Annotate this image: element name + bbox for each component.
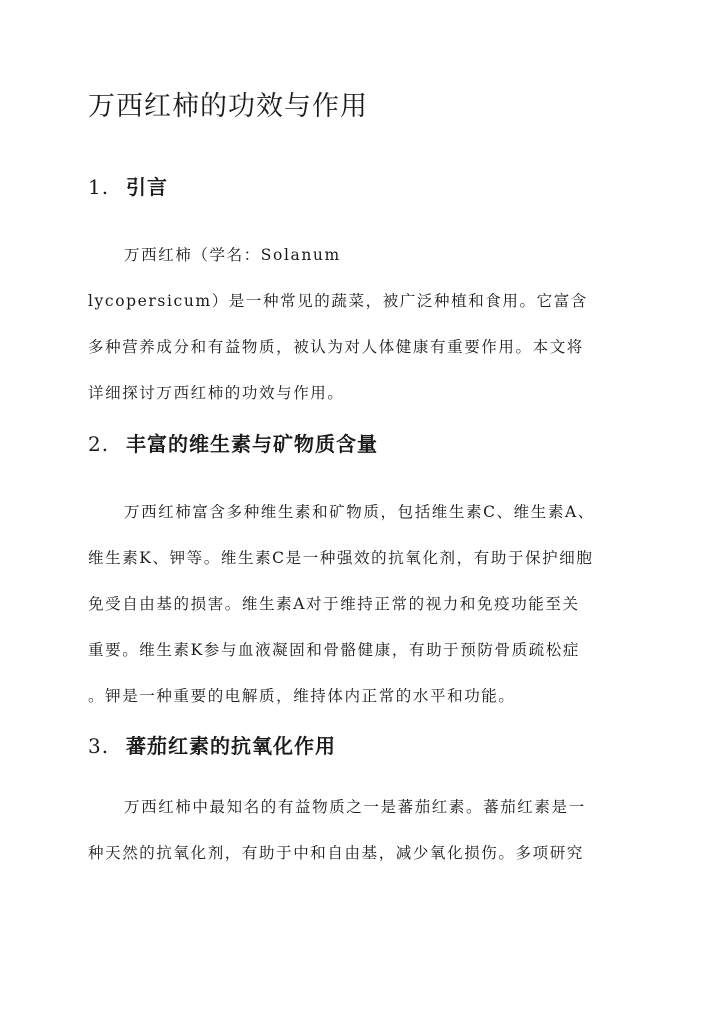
document-title: 万西红柿的功效与作用 [88,91,368,122]
section-heading-lycopene [88,731,336,761]
paragraph-line: 万西红柿中最知名的有益物质之一是蕃茄红素。蕃茄红素是一 [124,798,586,816]
section-heading-vitamins-minerals [88,429,378,459]
paragraph-line: 详细探讨万西红柿的功效与作用。 [88,384,345,402]
paragraph-line: 。钾是一种重要的电解质，维持体内正常的水平和功能。 [88,687,516,705]
paragraph-vitamins-minerals [88,489,636,719]
section-title: 蕃茄红素的抗氧化作用 [126,734,336,758]
paragraph-line: 重要。维生素K参与血液凝固和骨骼健康，有助于预防骨质疏松症 [88,641,580,659]
paragraph-line: 万西红柿（学名：Solanum [124,246,341,264]
section-number: 3. [88,734,110,758]
paragraph-line: 万西红柿富含多种维生素和矿物质，包括维生素C、维生素A、 [124,503,595,521]
paragraph-line: 免受自由基的损害。维生素A对于维持正常的视力和免疫功能至关 [88,595,580,613]
section-title: 引言 [126,175,168,199]
section-heading-introduction [88,172,168,202]
section-number: 1. [88,175,110,199]
section-title: 丰富的维生素与矿物质含量 [126,432,378,456]
paragraph-lycopene [88,784,636,876]
paragraph-line: 种天然的抗氧化剂，有助于中和自由基，减少氧化损伤。多项研究 [88,844,584,862]
section-number: 2. [88,432,110,456]
paragraph-line: 维生素K、钾等。维生素C是一种强效的抗氧化剂，有助于保护细胞 [88,549,594,567]
paragraph-introduction [88,232,636,416]
paragraph-line: lycopersicum）是一种常见的蔬菜，被广泛种植和食用。它富含 [88,292,588,310]
paragraph-line: 多种营养成分和有益物质，被认为对人体健康有重要作用。本文将 [88,338,584,356]
